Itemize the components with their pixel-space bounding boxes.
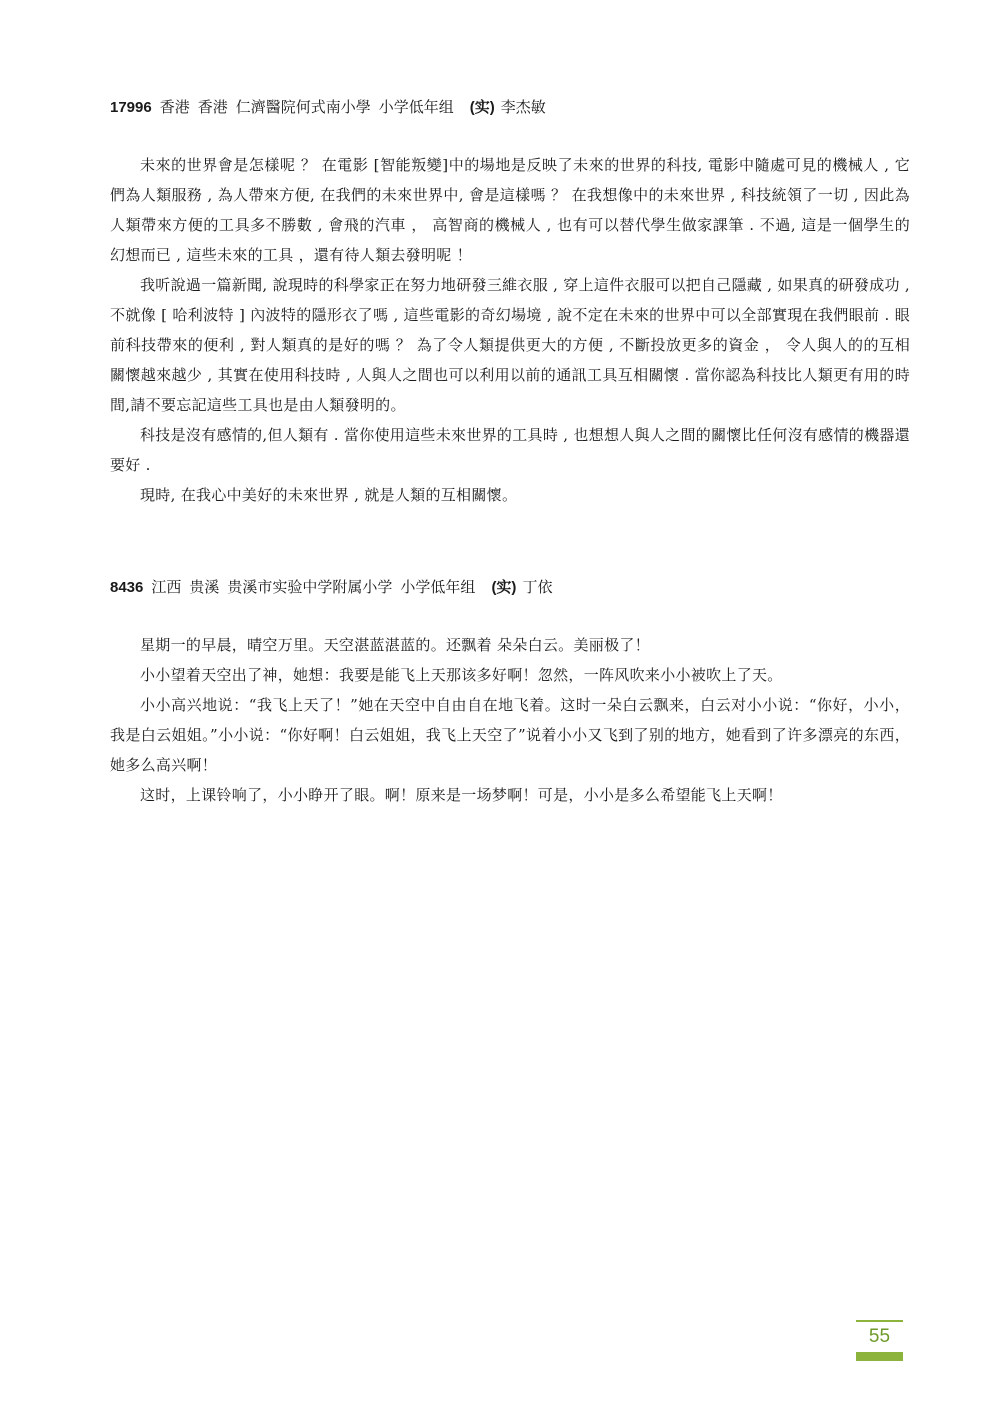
entry-school: 仁濟醫院何式南小學 xyxy=(235,99,371,116)
entry-body xyxy=(110,150,910,510)
paragraph: 星期一的早晨，晴空万里。天空湛蓝湛蓝的。还飘着 朵朵白云。美丽极了！ xyxy=(140,636,650,654)
paragraph: 这时，上课铃响了，小小睁开了眼。啊！原来是一场梦啊！可是，小小是多么希望能飞上天啊！ xyxy=(140,786,783,804)
entry-number: 17996 xyxy=(110,99,152,116)
paragraph: 未來的世界會是怎樣呢 ？ 在電影 [智能叛變]中的場地是反映了未來的世界的科技, 電影中隨處可見的機械人 , 它們為人類服務 , 為人帶來方便, 在我們的未來世界中, 會是這樣嗎 ？ 在我想像中的未來世界 , 科技統領了一切 , 因此為人類帶來方便的工具多不勝數 , 會飛的汽車 ， 高智商的機械人 , 也有可以替代學生做家課筆 . 不過, 這是一個學生的幻想而已 , 這些未來的工具 ，還有待人類去發明呢 ！ xyxy=(110,156,910,264)
entry-tag: (实) xyxy=(491,579,517,596)
entry-number: 8436 xyxy=(110,579,144,596)
entry-region: 香港 xyxy=(159,99,190,116)
paragraph: 小小高兴地说：“我飞上天了！”她在天空中自由自在地飞着。这时一朵白云飘来，白云对小小说：“你好，小小，我是白云姐姐。”小小说：“你好啊！白云姐姐，我飞上天空了”说着小小又飞到了别的地方，她看到了许多漂亮的东西，她多么高兴啊！ xyxy=(110,696,910,774)
paragraph: 小小望着天空出了神，她想：我要是能飞上天那该多好啊！忽然，一阵风吹来小小被吹上了天。 xyxy=(140,666,783,684)
paragraph: 科技是沒有感情的,但人類有 . 當你使用這些未來世界的工具時 , 也想想人與人之間的關懷比任何沒有感情的機器還要好 . xyxy=(110,426,910,474)
entry-grade: 小学低年组 xyxy=(400,579,476,596)
paragraph: 現時, 在我心中美好的未來世界 , 就是人類的互相關懷。 xyxy=(140,486,518,504)
entry-body xyxy=(110,630,910,810)
entry-tag: (实) xyxy=(469,99,495,116)
page-number: 55 xyxy=(868,1326,891,1347)
entry-author: 丁依 xyxy=(522,579,553,596)
entry-header xyxy=(110,578,910,598)
entry-8436 xyxy=(110,578,910,810)
entry-school: 贵溪市实验中学附属小学 xyxy=(227,579,393,596)
entry-17996 xyxy=(110,98,910,510)
page-number-block xyxy=(856,1320,903,1361)
entry-city: 香港 xyxy=(197,99,228,116)
entry-author: 李杰敏 xyxy=(500,99,546,116)
entry-city: 贵溪 xyxy=(189,579,220,596)
page-number-bar xyxy=(856,1352,903,1361)
entry-grade: 小学低年组 xyxy=(378,99,454,116)
paragraph: 我听說過一篇新聞, 說現時的科學家正在努力地研發三維衣服 , 穿上這件衣服可以把自己隱藏 , 如果真的研發成功 , 不就像 [ 哈利波特 ] 內波特的隱形衣了嗎 , 這些電影的奇幻場境 , 說不定在未來的世界中可以全部實現在我們眼前 . 眼前科技帶來的便利 , 對人類真的是好的嗎 ？ 為了令人類提供更大的方便 , 不斷投放更多的資金 ， 令人與人的的互相關懷越來越少 , 其實在使用科技時 , 人與人之間也可以利用以前的通訊工具互相關懷 . 當你認為科技比人類更有用的時間,請不要忘記這些工具也是由人類發明的。 xyxy=(110,276,910,414)
entry-header xyxy=(110,98,910,118)
entry-region: 江西 xyxy=(151,579,182,596)
